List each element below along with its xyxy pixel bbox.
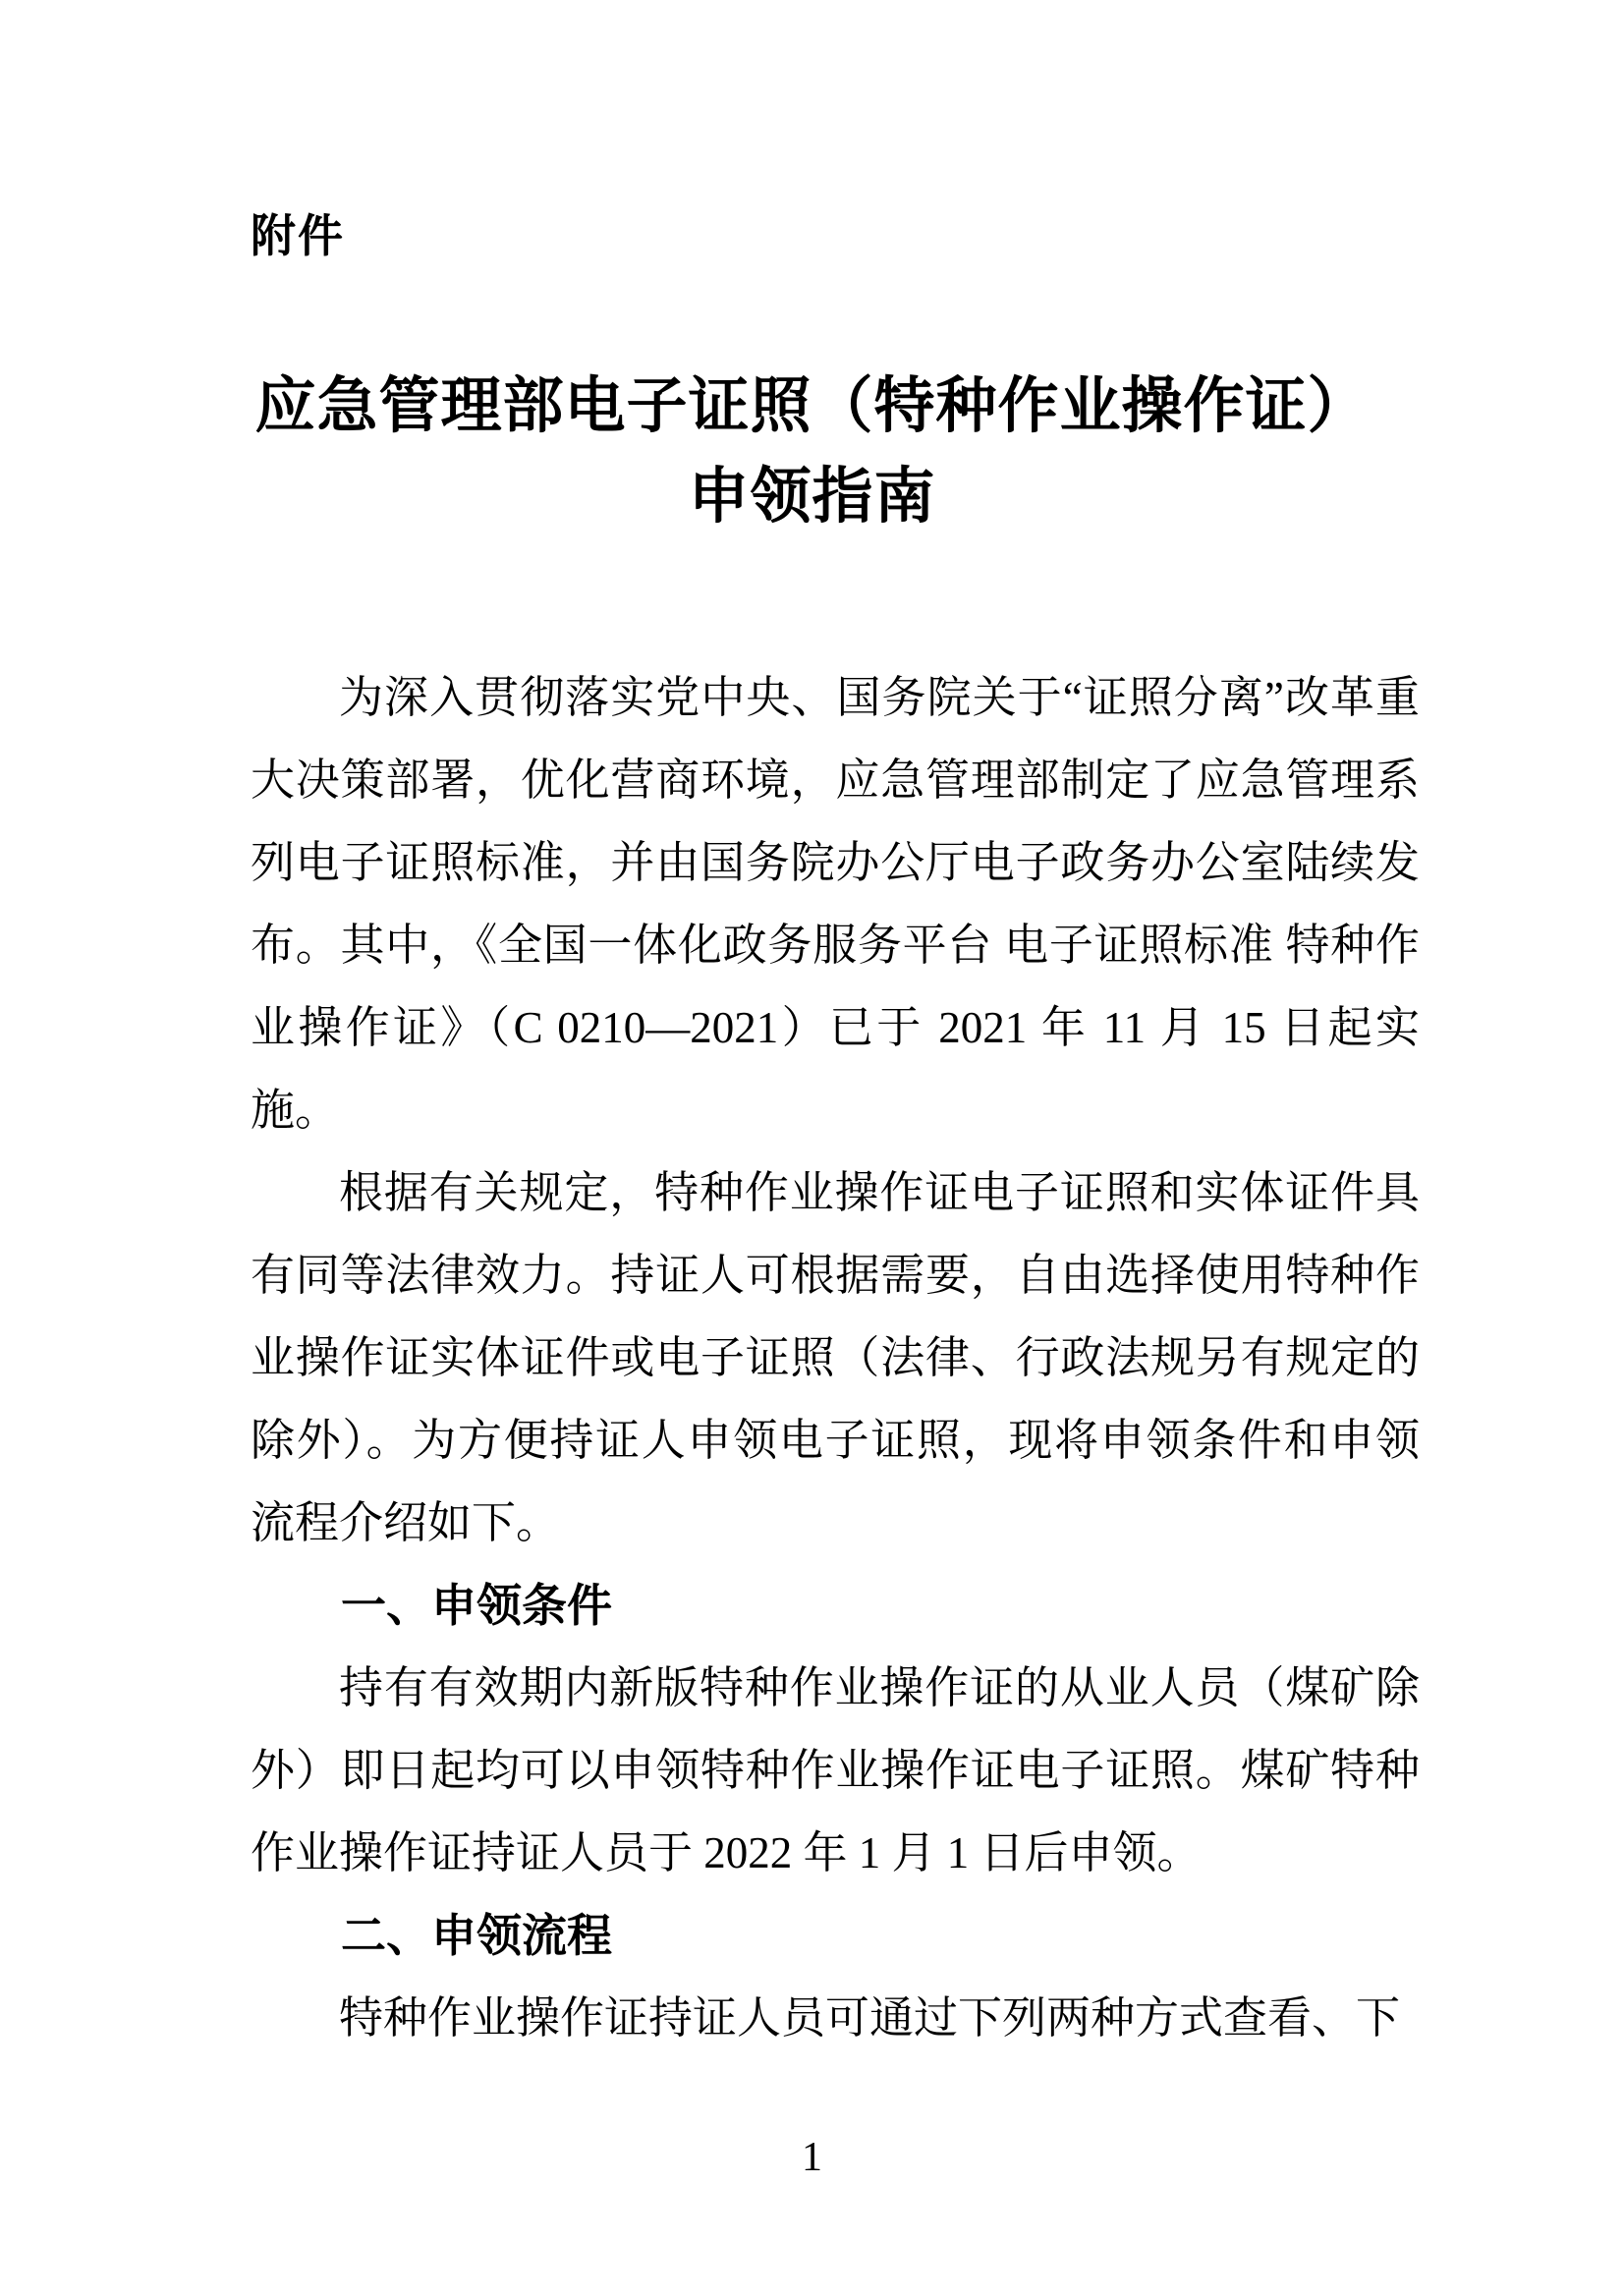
paragraph-intro-1: 为深入贯彻落实党中央、国务院关于“证照分离”改革重大决策部署，优化营商环境，应急管理部制定了应急管理系列电子证照标准，并由国务院办公厅电子政务办公室陆续发布。其中，《全国一体化政务服务平台 电子证照标准 特种作业操作证》（C 0210—2021）已于 2021 年 11 月 15 日起实施。: [251, 673, 1420, 1135]
section-heading-2: 二、申领流程: [341, 1910, 612, 1961]
document-title-line-1: 应急管理部电子证照（特种作业操作证）: [254, 373, 1370, 440]
paragraph-intro-2: 根据有关规定，特种作业操作证电子证照和实体证件具有同等法律效力。持证人可根据需要，自由选择使用特种作业操作证实体证件或电子证照（法律、行政法规另有规定的除外）。为方便持证人申领电子证照，现将申领条件和申领流程介绍如下。: [251, 1168, 1420, 1547]
document-body: [251, 656, 1420, 2059]
document-title: [128, 362, 1496, 542]
attachment-label: 附件: [251, 210, 345, 261]
page-number: 1: [802, 2135, 822, 2180]
paragraph-section-1: 持有有效期内新版特种作业操作证的从业人员（煤矿除外）即日起均可以申领特种作业操作证电子证照。煤矿特种作业操作证持证人员于 2022 年 1 月 1 日后申领。: [251, 1663, 1420, 1877]
paragraph-section-2-partial: 特种作业操作证持证人员可通过下列两种方式查看、下: [339, 1993, 1401, 2043]
document-title-line-2: 申领指南: [688, 464, 936, 531]
section-heading-1: 一、申领条件: [341, 1580, 612, 1631]
